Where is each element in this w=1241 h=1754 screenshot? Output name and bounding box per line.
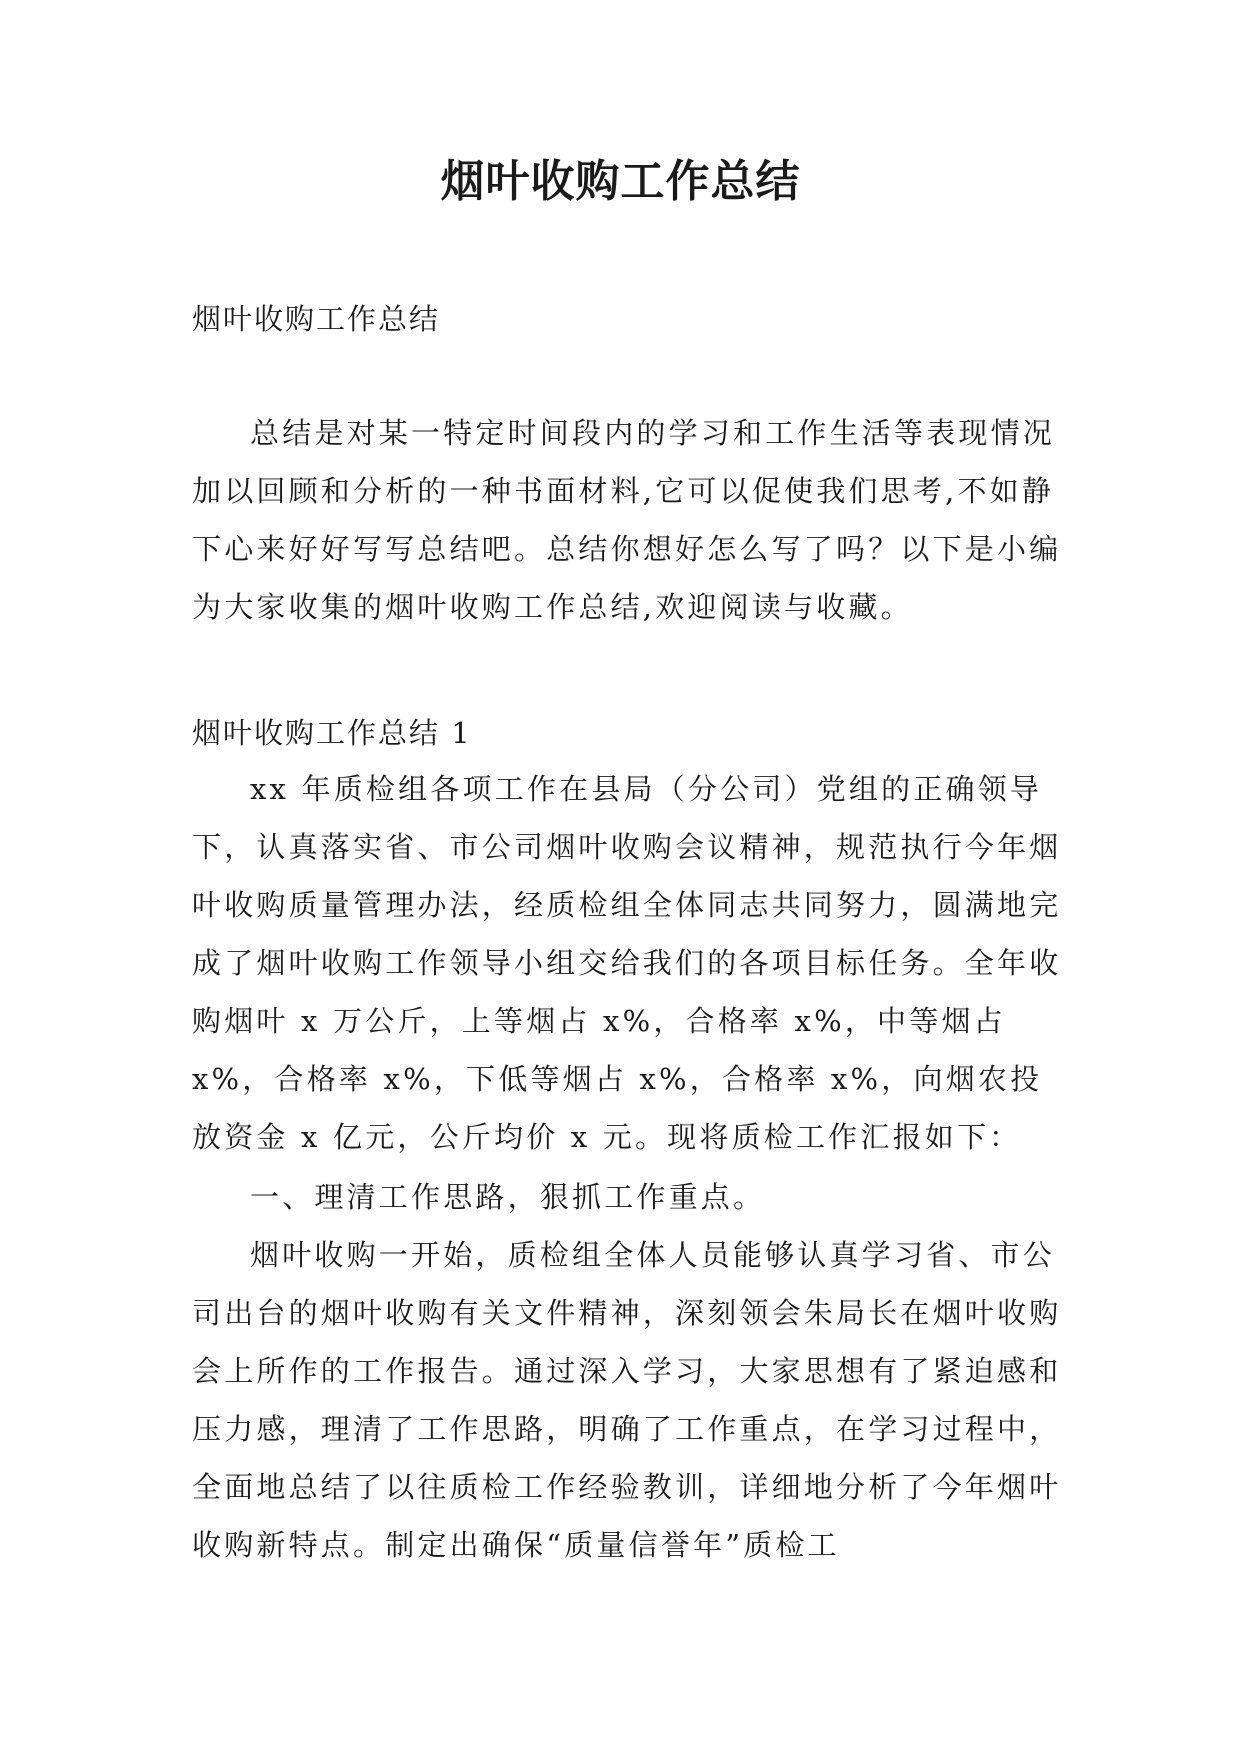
body-paragraph-heading-1: 一、理清工作思路，狠抓工作重点。 <box>250 1180 766 1214</box>
document-subtitle: 烟叶收购工作总结 <box>192 302 441 336</box>
body-paragraph-1: xx 年质检组各项工作在县局（分公司）党组的正确领导下，认真落实省、市公司烟叶收购会议精神，规范执行今年烟叶收购质量管理办法，经质检组全体同志共同努力，圆满地完成了烟叶收购工作领导小组交给我们的各项目标任务。全年收购烟叶 x 万公斤，上等烟占 x%，合格率 x%，中等烟占 x%，合格率 x%，下低等烟占 x%，合格率 x%，向烟农投放资金 x 亿元，公斤均价 x 元。现将质检工作汇报如下： <box>192 772 1062 1154</box>
intro-paragraph: 总结是对某一特定时间段内的学习和工作生活等表现情况加以回顾和分析的一种书面材料,它可以促使我们思考,不如静下心来好好写写总结吧。总结你想好怎么写了吗？以下是小编为大家收集的烟叶收购工作总结,欢迎阅读与收藏。 <box>192 416 1062 624</box>
document-title: 烟叶收购工作总结 <box>440 156 801 207</box>
section-title: 烟叶收购工作总结 1 <box>192 716 472 750</box>
body-paragraph-2: 烟叶收购一开始，质检组全体人员能够认真学习省、市公司出台的烟叶收购有关文件精神，深刻领会朱局长在烟叶收购会上所作的工作报告。通过深入学习，大家思想有了紧迫感和压力感，理清了工作思路，明确了工作重点，在学习过程中，全面地总结了以往质检工作经验教训，详细地分析了今年烟叶收购新特点。制定出确保“质量信誉年”质检工 <box>192 1238 1062 1562</box>
